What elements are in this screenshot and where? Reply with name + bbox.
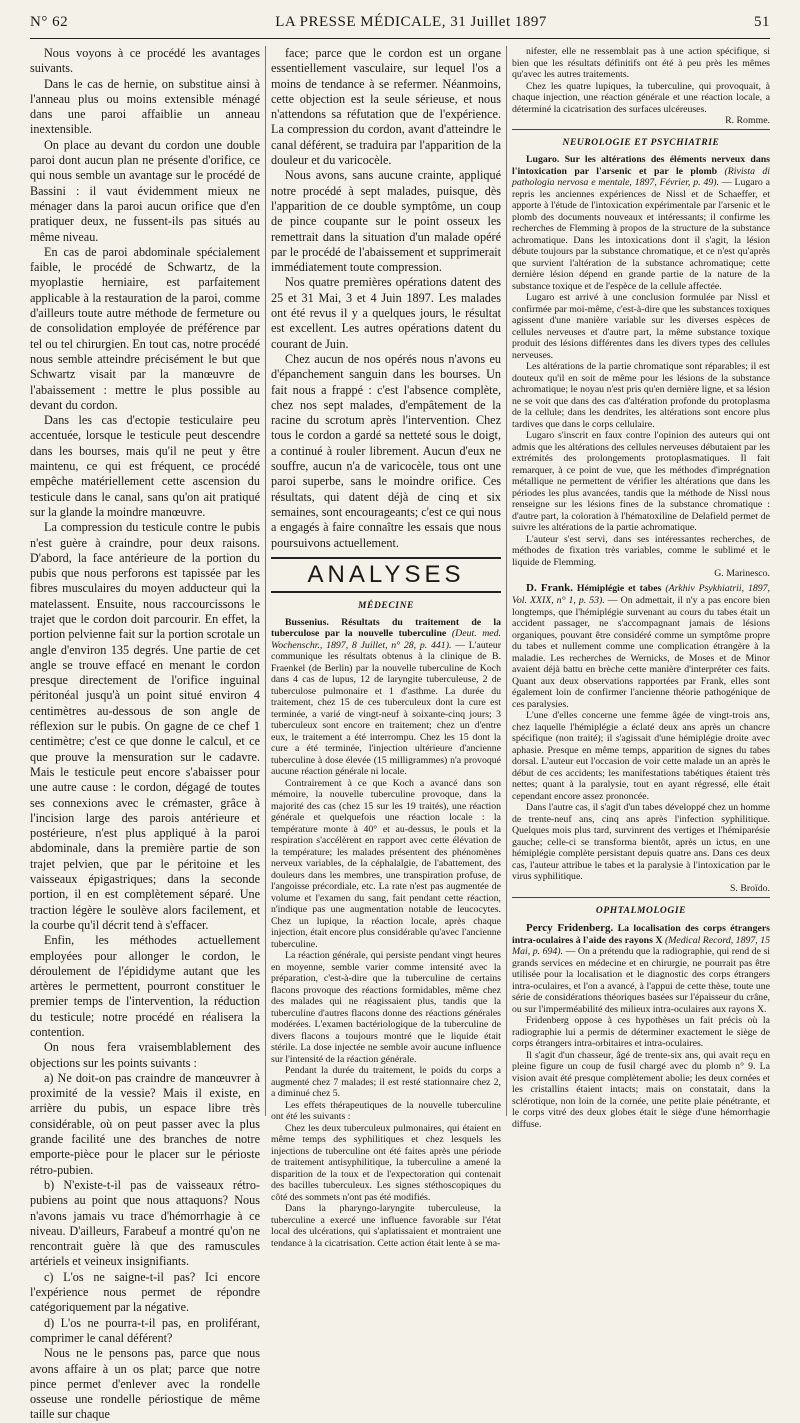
paragraph: c) L'os ne saigne-t-il pas? Ici encore l'expérience nous permet de répondre catégoriquement par la négative. [30,1269,260,1315]
signature: S. Broïdo. [729,882,770,894]
paragraph: Contrairement à ce que Koch a avancé dans son mémoire, la nouvelle tuberculine provoque, dans la majorité des cas (chez 15 sur les 19 traités), une réaction générale et quelquefois une réaction locale : la température monte à 40° et au-dessus, le pouls et la respiration s'accélèrent en rapport avec cette élévation de la température; les malades présentent des phénomènes nerveux variables, de la céphalalgie, de l'abattement, des douleurs dans les membres, une transpiration profuse, de l'angoisse précordiale, etc. La rate n'est pas augmentée de volume et l'examen du sang, fait pendant cette réaction, n'indique pas une augmentation notable de leucocytes. Chez un lupique, la réaction locale, après chaque injection, était encore plus considérable qu'avec l'ancienne tuberculine. [271,777,501,950]
paragraph: Chez les quatre lupiques, la tuberculine, qui provoquait, à chaque injection, une réaction générale et une réaction locale, a déterminé la cicatrisation des surfaces ulcéreuses. [512,80,770,115]
paragraph: Nos quatre premières opérations datent des 25 et 31 Mai, 3 et 4 Juin 1897. Les malades ont été revus il y a quelques jours, le résultat est excellent. Les autres opérations datent du courant de Juin. [271,275,501,351]
section-heading-neurologie: NEUROLOGIE ET PSYCHIATRIE [562,138,720,148]
paragraph: Dans l'autre cas, il s'agit d'un tabes développé chez un homme de trente-neuf ans, cinq ans après l'infection syphilitique. Quelques mois plus tard, survinrent des vertiges et l'hémiparésie gauche; celle-ci se transforma bientôt, après un ictus, en une hémiplégie complète persistant depuis quatre ans. Dans ces deux cas, l'auteur attribue le tabes et la paralysie à l'intoxication par le virus syphilitique. [512,802,770,882]
paragraph: Dans la pharyngo-laryngite tuberculeuse, la tuberculine a exercé une influence favorable sur l'état local des ulcérations, qui s'aplatissaient et montraient une tendance à la cicatrisation. Cette action était lente à se ma- [271,1203,501,1249]
page-number: 51 [754,14,770,30]
paragraph: Les altérations de la partie chromatique sont réparables; il est douteux qu'il en soit de même pour les lésions de la substance achromatique; le noyau n'est pris qu'en dernière ligne, et sa lésion ne se voit que dans des cas d'altération profonde du protoplasma de la cellule; dans les dendrites, les altérations sont encore plus tardives que dans le corps cellulaire. [512,361,770,430]
column-3 [512,46,771,1130]
article-title: Résultats du traitement de la tuberculose par la nouvelle tuberculine [271,616,501,640]
paragraph: Il s'agit d'un chasseur, âgé de trente-six ans, qui avait reçu en pleine figure un coup de fusil chargé avec du plomb n° 9. La vision avait été presque complètement abolie; les deux cornées et les cristallins étaient intacts; mais on constatait, dans la sclérotique, non loin de la cornée, une petite plaie pénétrante, et le corps vitré des deux globes était le siège d'une hémorrhagie diffuse. [512,1049,770,1130]
section-rule [512,129,770,130]
paragraph: a) Ne doit-on pas craindre de manœuvrer à proximité de la vessie? Mais il existe, en arrière du pubis, un espace libre très considérable, où on peut passer avec la plus grande facilité une des branches de notre emporte-pièce pour le placer sur le périoste rétro-pubien. [30,1070,260,1177]
article-bussenius [271,617,501,778]
paragraph: Fridenberg oppose à ces hypothèses un fait précis où la radiographie lui a permis de déterminer exactement le siège de corps étrangers intra-orbitaires et intra-oculaires. [512,1015,770,1049]
paragraph: L'une d'elles concerne une femme âgée de vingt-trois ans, chez laquelle l'hémiplégie a éclaté deux ans après un chancre spécifique (non traité); il s'agissait d'une hémiplégie droite avec aphasie. Presque en même temps, apparition de signes du tabes dorsal. L'auteur eut l'occasion de voir cette malade un an après le début de ces accidents; les manifestations tabétiques étaient très nettes; quant à la paralysie, tout en ayant régressé, elle était cependant encore assez prononcée. [512,710,770,802]
paragraph: On place au devant du cordon une double paroi dont aucun plan ne présente d'orifice, ce qui nous semble un avantage sur le procédé de Bassini : il vaut évidemment mieux ne ménager dans la paroi aucun orifice que d'en pratiquer deux, ne fussent-ils pas situés au même niveau. [30,137,260,244]
article-title: La localisation des corps étrangers intra-oculaires à l'aide des rayons X [512,922,770,946]
paragraph: Nous avons, sans aucune crainte, appliqué notre procédé à sept malades, puisque, dès l'apparition de ce double symptôme, un coup de pince coupante sur le point osseux les remettrait dans la situation d'un malade opéré par le procédé de l'abaissement et supprimerait immédiatement toute compression. [271,168,501,275]
article-text: — Lugaro a repris les anciennes expériences de Nissl et de Schaeffer, et apporte à l'étude de l'intoxication expérimentale par l'arsenic et le plomb des documents nouveaux et intéressants; il confirme les recherches de Flemming à propos de la structure de la substance achromatique. Dans les intoxications dont il s'agit, la lésion débute toujours par la substance chromatique, et ce n'est qu'après que survient l'altération de la substance achromatique; cette dernière lésion dépend en grande partie de la nature de la substance toxique et de l'espèce de la cellule affectée. [512,177,770,292]
paragraph: face; parce que le cordon est un organe essentiellement vasculaire, sur lequel l'os a moins de tendance à se refermer. Néanmoins, cette objection est la seule sérieuse, et nous n'attendons sa réfutation que de l'expérience. La compression du cordon, avant d'atteindre le canal déférent, se traduira par l'apparition de la douleur et du varicocèle. [271,46,501,168]
paragraph: Lugaro est arrivé à une conclusion formulée par Nissl et confirmée par moi-même, c'est-à-dire que les substances toxiques agissent d'une manière variable sur les diverses espèces de cellules nerveuses et d'autre part, la même substance toxique produit des lésions différentes dans les divers types des cellules nerveuses. [512,292,770,361]
paragraph: Dans le cas de hernie, on substitue ainsi à l'anneau plus ou moins extensible ménagé dans une paroi affaiblie un anneau inextensible. [30,76,260,137]
article-text: — On a prétendu que la radiographie, qui rend de si grands services en médecine et en chirurgie, ne pourrait pas être utilisée pour la localisation et le diagnostic des corps étrangers intra-oculaires, et l'on a avancé, à l'appui de cette thèse, toute une série de considérations théoriques basées sur l'épaisseur du crâne, ou sur l'imperméabilité des milieux intra-oculaires aux rayons X. [512,946,771,1015]
article-fridenberg [512,922,770,1016]
column-1 [30,46,260,1422]
paragraph: En cas de paroi abdominale spécialement faible, le procédé de Schwartz, de la myoplastie herniaire, est parfaitement applicable à la restauration de la paroi, comme d'ailleurs toute autre méthode de fermeture ou de consolidation employée de préférence par tel ou tel chirurgien. En tout cas, notre procédé nous semble atteindre précisément le but que Schwartz visait par la manœuvre de l'abaissement : mettre le plus possible au devant du cordon. [30,244,260,412]
paragraph: Les effets thérapeutiques de la nouvelle tuberculine ont été les suivants : [271,1099,501,1123]
section-heading-ophtalmologie: OPHTALMOLOGIE [595,905,687,916]
paragraph: b) N'existe-t-il pas de vaisseaux rétro-pubiens au point que nous attaquons? Nous n'avons jamais vu trace d'hémorrhagie à ce niveau. D'ailleurs, Farabeuf a montré qu'on ne rencontrait guère là que des ramuscules artériels et veineux insignifiants. [30,1177,260,1269]
page-header [30,14,770,36]
article-citation: (Deut. med. Wochenschr., 1897, 8 Juillet, n° 28, p. 441). [271,628,502,651]
article-title: Sur les altérations des éléments nerveux dans l'intoxication par l'arsenic et par le plomb [512,154,770,177]
paragraph: La réaction générale, qui persiste pendant vingt heures en moyenne, semble varier comme intensité avec la préparation, c'est-à-dire que la tuberculine de certains flacons provoque des réactions formidables, même chez des malades qui ne réagissaient plus, tandis que la tuberculine d'autres flacons donne des réactions générales modérées. L'examen bactériologique de la tuberculine de divers flacons a toujours montré que le liquide était stérile. La dose injectée ne semble avoir aucune influence sur l'intensité de la réaction générale. [271,950,501,1065]
paragraph: d) L'os ne pourra-t-il pas, en proliférant, comprimer le canal déférent? [30,1315,260,1345]
column-divider [506,46,507,1116]
section-heading-medecine: MÉDECINE [357,600,414,611]
paragraph: Pendant la durée du traitement, le poids du corps a augmenté chez 7 malades; il est resté stationnaire chez 2, a diminué chez 5. [271,1065,501,1100]
paragraph: Enfin, les méthodes actuellement employées pour allonger le cordon, le déroulement de l'épididyme autant que les artères le permettent, pourront constituer le premier temps de l'intervention, la réduction du testicule; notre procédé en réalisera la contention. [30,933,260,1039]
column-2 [271,46,502,1249]
article-lugaro [512,154,770,292]
analyses-banner [271,557,501,593]
paragraph: La compression du testicule contre le pubis n'est guère à craindre, pour deux raisons. D'abord, la face antérieure de la portion du pubis que nous perforons est tapissée par les fibres musculaires du moyen adducteur qui la matelassent. Ensuite, nous raccourcissons le trajet que le cordon doit parcourir. En effet, la portion pelvienne fait sur la portion scrotale un angle d'environ 135 degrés. Une partie de cet angle se trouve effacé en menant le cordon presque directement de l'orifice inguinal péritonéal jusqu'à un point situé environ 4 centimètres au-dessous de son angle de réflexion sur le pubis. On gagne de ce chef 1 centimètre; c'est ce que donne le calcul, et ce que prouve la mensuration sur le cadavre. Mais le testicule peut encore s'abaisser pour une autre cause : le cordon, dégagé de toutes ses connexions avec le crémaster, grâce à l'incision large des parois antérieure et postérieure, n'est plus appliqué à la paroi abdominale, dans la première partie de son trajet pelvien, que par le péritoine et les vaisseaux épigastriques; dans la seconde portion, il en est complètement séparé. Une traction légère le soulève alors facilement, et la courbe qu'il décrit tend à s'effacer. [30,520,260,932]
paragraph: Chez aucun de nos opérés nous n'avons eu d'épanchement sanguin dans les bourses. Un fait nous a frappé : c'est l'absence complète, chez nos sept malades, d'empâtement de la racine du scrotum après l'intervention. Chez tous le cordon a gardé sa netteté sous le doigt, a continué à rouler librement. Aucun d'eux ne souffre, aucun n'a de varicocèle, tous ont une paroi superbe, sans le moindre orifice. Ces résultats, qui datent déjà de cinq et six semaines, sont encourageants; c'est ce qui nous a engagés à faire connaître les essais que nous poursuivons actuellement. [271,351,501,550]
article-citation: (Rivista di pathologia nervosa e mentale, 1897, Février, p. 49). [512,165,771,188]
article-author: Bussenius. [285,616,329,628]
article-text: — On admettait, il n'y a pas encore bien longtemps, que l'hémiplégie survenant au cours du tabes était un accident passager, ne s'accompagnant jamais de lésions organiques, pouvant être considéré comme un symptôme propre du tabes et nullement comme une complication étrangère à la maladie. Les recherches de Wernicks, de Moses et de Minor avaient déjà battu en brèche cette manière d'interpréter ces faits. Quant aux deux observations rapportées par Frank, elles sont également loin de confirmer l'ancienne théorie pathogénique de ces paralysies. [512,595,771,710]
article-title: Hémiplégie et tabes [576,583,662,594]
article-author: Percy Fridenberg. [526,921,614,934]
paragraph: Nous ne le pensons pas, parce que nous avons affaire à un os plat; parce que notre pince permet d'enlever avec la rondelle osseuse une rondelle périostique de même taille sur chaque [30,1346,260,1422]
article-author: D. Frank. [526,582,573,594]
analyses-title: ANALYSES [307,560,465,588]
paragraph: On nous fera vraisemblablement des objections sur les points suivants : [30,1040,260,1070]
header-rule [30,38,770,39]
article-citation: (Arkhiv Psykhiatrii, 1897, Vol. XXIX, n° 1, p. 53). [512,583,770,606]
paragraph: Chez les deux tuberculeux pulmonaires, qui étaient en même temps des syphilitiques et chez lesquels les injections de tuberculine ont été faites après une période de traitement antisyphilitique, la tuberculine a amené la disparition de la toux et de l'expectoration qui contenait des bacilles tuberculeux. Les signes stéthoscopiques du côté des sommets n'ont pas été modifiés. [271,1122,501,1203]
signature: G. Marinesco. [714,568,770,579]
paragraph: nifester, elle ne ressemblait pas à une action spécifique, si bien que les résultats définitifs ont été à peu près les mêmes qu'avec les autres traitements. [512,46,770,80]
paragraph: Lugaro s'inscrit en faux contre l'opinion des auteurs qui ont admis que les altérations des cellules nerveuses débutaient par les extrémités des prolongements protoplasmatiques. Il fait remarquer, à ce point de vue, que les méthodes d'imprégnation métallique ne permettent de vérifier les altérations que dans les périodes les plus avancées, tandis que la méthode de Nissl nous renseigne sur les lésions fines de la substance chromatique : d'autre part, la coloration à l'hématoxiline de Delafield permet de suivre les altérations de la partie achromatique. [512,430,770,533]
paragraph: L'auteur s'est servi, dans ses intéressantes recherches, de méthodes de fixation très variables, comme le sublimé et le liquide de Flemming. [512,533,770,568]
article-author: Lugaro. [526,154,560,165]
issue-number: N° 62 [30,14,69,30]
column-divider [265,46,266,1116]
section-rule [512,897,770,898]
article-citation: (Medical Record, 1897, 15 Mai, p. 694). [512,934,770,957]
publication-title: LA PRESSE MÉDICALE, 31 Juillet 1897 [275,14,547,30]
article-frank [512,582,770,710]
paragraph: Dans les cas d'ectopie testiculaire peu accentuée, lorsque le testicule peut descendre dans les bourses, mais qu'il ne peut y être maintenu, ce qui est fréquent, ce procédé empêche matériellement cette ascension du testicule dans le canal, sans qu'on ait pratiqué sur la glande la moindre manœuvre. [30,413,260,519]
signature: R. Romme. [725,115,770,126]
article-text: — L'auteur communique les résultats obtenus à la clinique de B. Fraenkel (de Berlin) par la nouvelle tuberculine de Koch dans 4 cas de lupus, 12 de laryngite tuberculeuse, 2 de tuberculose pulmonaire et 1 d'asthme. La durée du traitement, chez 15 de ces tuberculeux dont la cure est terminée, a varié de vingt-neuf à soixante-cinq jours; 3 tuberculeux sont encore en traitement; chez un d'entre eux, le traitement a été interrompu. Chez les 15 dont la cure a été terminée, l'injection ultérieure d'ancienne tuberculine à dose élevée (15 milligrammes) n'a provoqué aucune réaction générale ni locale. [271,639,501,778]
paragraph: Nous voyons à ce procédé les avantages suivants. [30,46,260,76]
